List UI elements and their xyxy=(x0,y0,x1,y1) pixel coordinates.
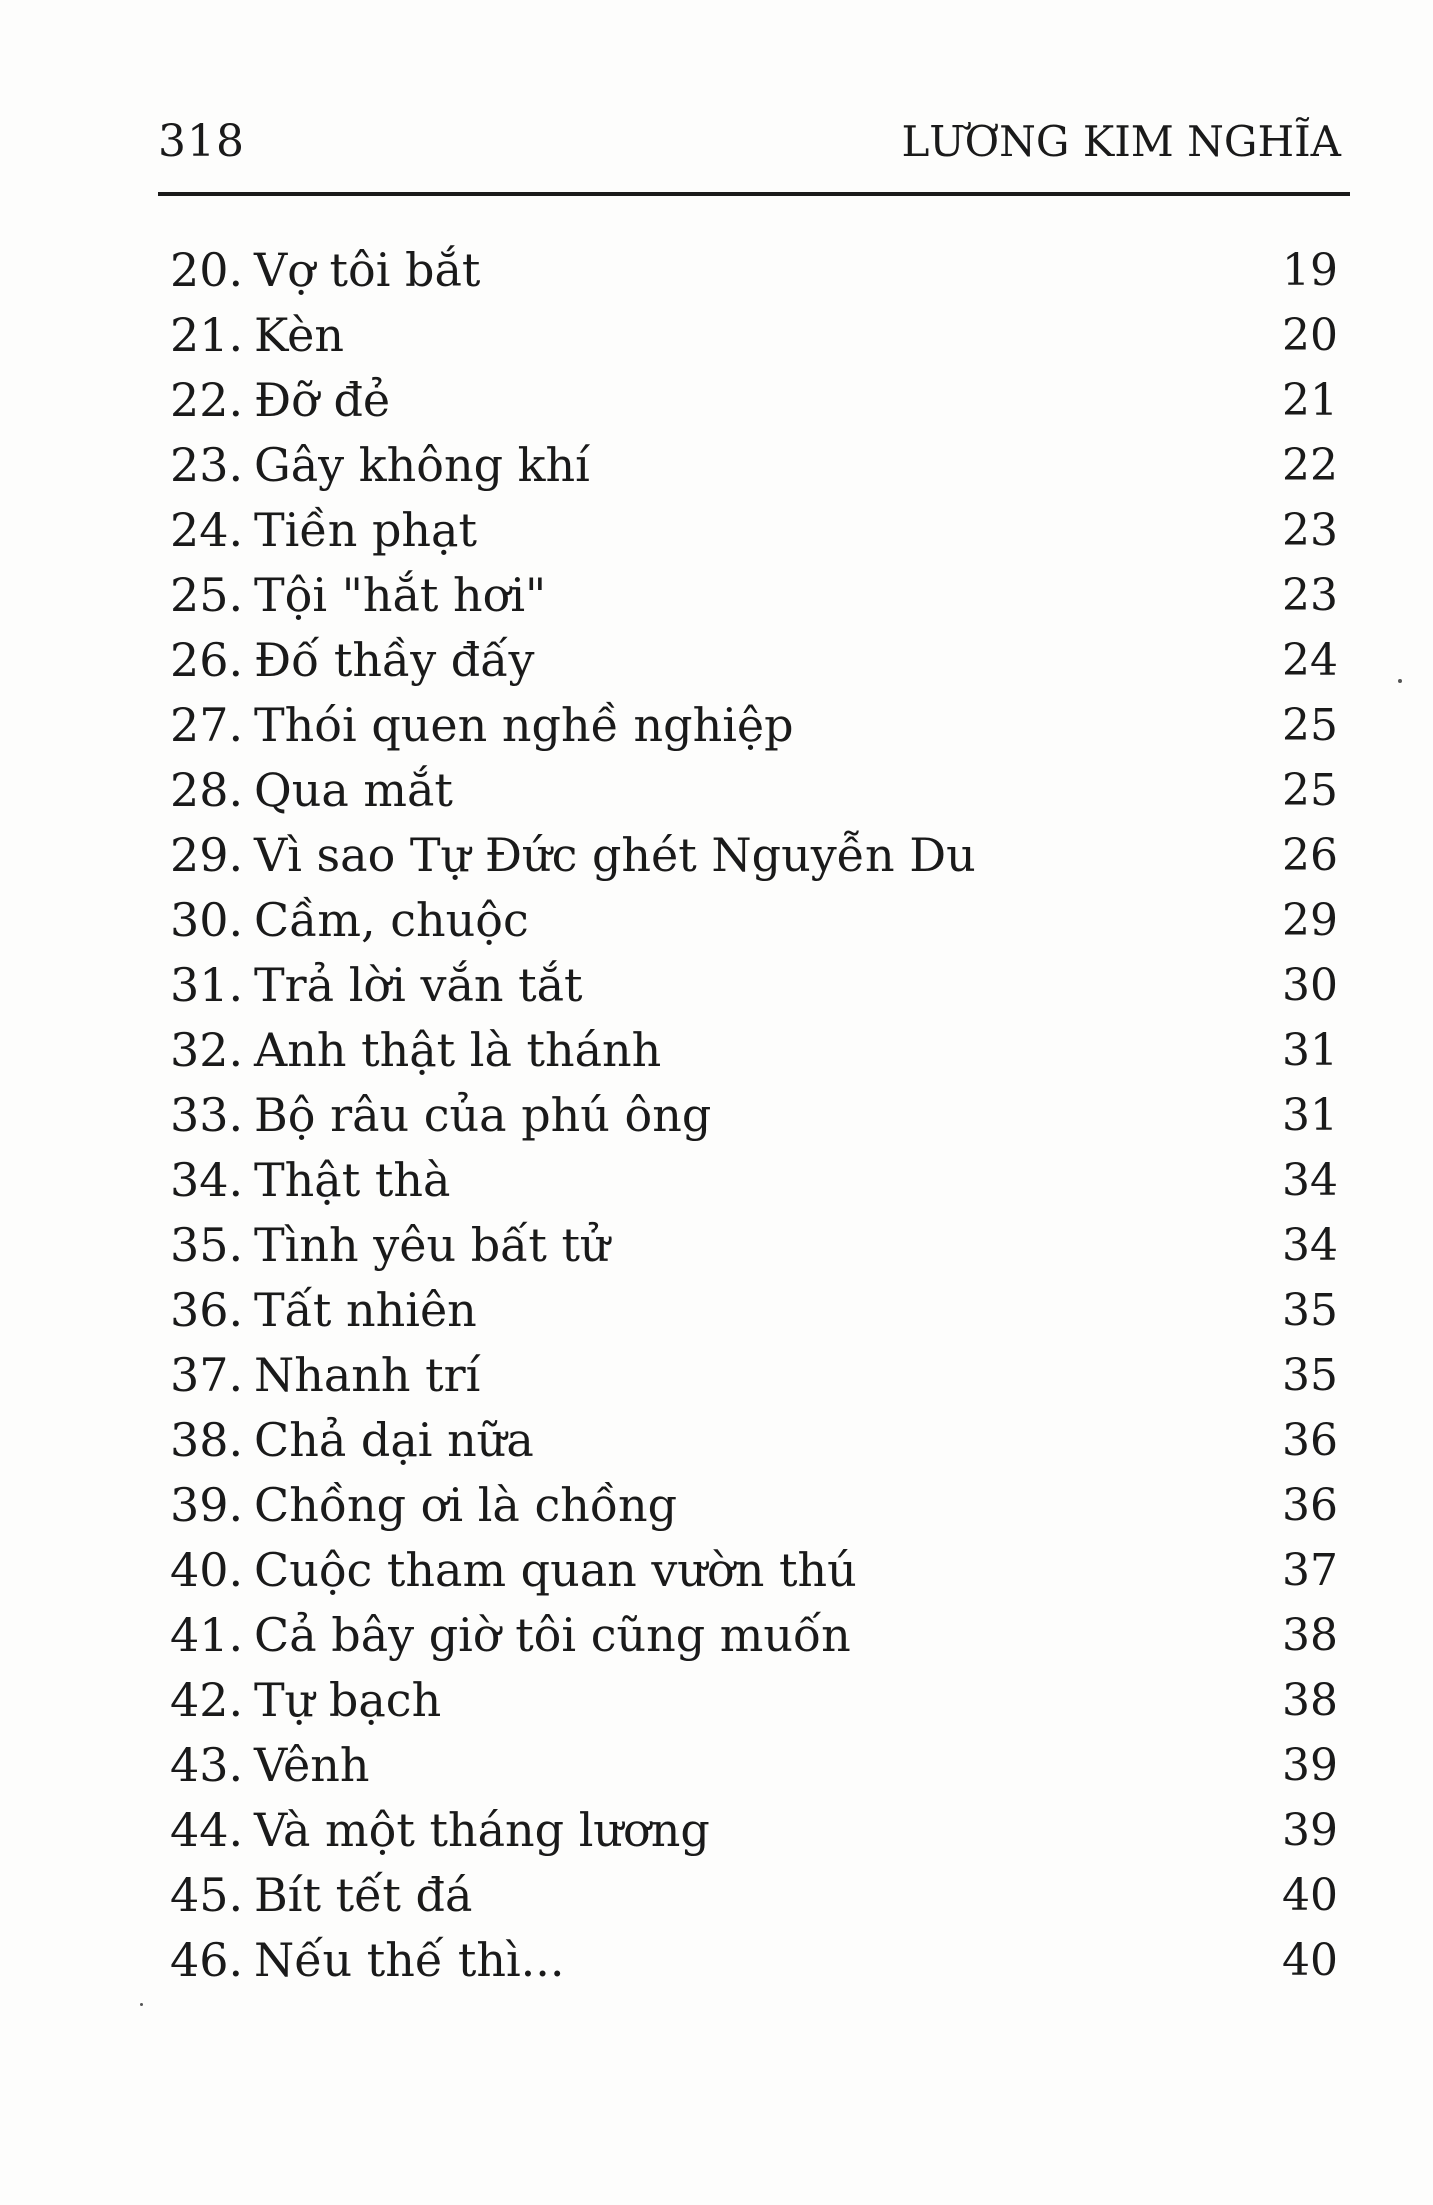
toc-entry-page: 40 xyxy=(1282,1935,1338,1986)
toc-entry-title: Vợ tôi bắt xyxy=(254,243,481,297)
toc-entry-number: 22. xyxy=(170,373,244,427)
toc-entry-page: 24 xyxy=(1282,635,1338,686)
toc-entry-page: 31 xyxy=(1282,1090,1338,1141)
toc-entry xyxy=(170,1278,1338,1343)
toc-entry xyxy=(170,1213,1338,1278)
toc-entry-title: Trả lời vắn tắt xyxy=(254,958,583,1012)
toc-entry xyxy=(170,1668,1338,1733)
toc-entry xyxy=(170,1148,1338,1213)
toc-entry xyxy=(170,433,1338,498)
toc-entry-title: Cả bây giờ tôi cũng muốn xyxy=(254,1608,851,1662)
toc-entry-title: Chồng ơi là chồng xyxy=(254,1478,678,1532)
print-speck xyxy=(140,2003,143,2006)
toc-entry-title: Cầm, chuộc xyxy=(254,893,529,947)
toc-entry-title: Thật thà xyxy=(254,1153,451,1207)
toc-entry-title: Vì sao Tự Đức ghét Nguyễn Du xyxy=(254,828,976,882)
toc-entry-page: 23 xyxy=(1282,570,1338,621)
toc-entry-title: Tội "hắt hơi" xyxy=(254,568,547,622)
toc-entry-number: 39. xyxy=(170,1478,244,1532)
toc-entry-page: 38 xyxy=(1282,1610,1338,1661)
toc-entry xyxy=(170,498,1338,563)
toc-entry-number: 46. xyxy=(170,1933,244,1987)
toc-entry-number: 26. xyxy=(170,633,244,687)
toc-entry-page: 35 xyxy=(1282,1285,1338,1336)
toc-entry-number: 45. xyxy=(170,1868,244,1922)
toc-entry-number: 24. xyxy=(170,503,244,557)
toc-entry-number: 29. xyxy=(170,828,244,882)
toc-entry xyxy=(170,953,1338,1018)
toc-entry-title: Anh thật là thánh xyxy=(254,1023,662,1077)
toc-entry-title: Kèn xyxy=(254,308,344,362)
toc-entry-number: 38. xyxy=(170,1413,244,1467)
toc-entry-title: Tự bạch xyxy=(254,1673,442,1727)
toc-entry-number: 36. xyxy=(170,1283,244,1337)
toc-entry-page: 34 xyxy=(1282,1220,1338,1271)
toc-entry-page: 37 xyxy=(1282,1545,1338,1596)
toc-entry-number: 27. xyxy=(170,698,244,752)
toc-entry-title: Gây không khí xyxy=(254,438,590,492)
toc-entry-page: 20 xyxy=(1282,310,1338,361)
toc-entry-number: 41. xyxy=(170,1608,244,1662)
toc-entry-page: 34 xyxy=(1282,1155,1338,1206)
toc-entry-title: Đố thầy đấy xyxy=(254,633,535,687)
toc-entry-title: Cuộc tham quan vườn thú xyxy=(254,1543,857,1597)
toc-entry-title: Bộ râu của phú ông xyxy=(254,1088,712,1142)
toc-entry xyxy=(170,368,1338,433)
toc-entry-page: 35 xyxy=(1282,1350,1338,1401)
running-title: LƯƠNG KIM NGHĨA xyxy=(901,117,1341,166)
toc-entry-page: 40 xyxy=(1282,1870,1338,1921)
toc-entry-number: 30. xyxy=(170,893,244,947)
toc-entry-page: 23 xyxy=(1282,505,1338,556)
toc-entry-number: 31. xyxy=(170,958,244,1012)
toc-entry xyxy=(170,1083,1338,1148)
toc-entry xyxy=(170,1733,1338,1798)
toc-entry-title: Tình yêu bất tử xyxy=(254,1218,610,1272)
toc-entry-number: 21. xyxy=(170,308,244,362)
toc-entry-number: 40. xyxy=(170,1543,244,1597)
toc-entry xyxy=(170,1863,1338,1928)
toc-entry-number: 33. xyxy=(170,1088,244,1142)
table-of-contents xyxy=(170,238,1338,1993)
toc-entry-title: Và một tháng lương xyxy=(254,1803,710,1857)
toc-entry-number: 44. xyxy=(170,1803,244,1857)
toc-entry xyxy=(170,823,1338,888)
toc-entry-number: 25. xyxy=(170,568,244,622)
toc-entry xyxy=(170,1928,1338,1993)
toc-entry xyxy=(170,1603,1338,1668)
toc-entry-page: 36 xyxy=(1282,1480,1338,1531)
page-number: 318 xyxy=(158,116,245,167)
toc-entry-number: 43. xyxy=(170,1738,244,1792)
toc-entry-number: 32. xyxy=(170,1023,244,1077)
toc-entry-number: 20. xyxy=(170,243,244,297)
toc-entry-title: Nếu thế thì... xyxy=(254,1933,565,1987)
toc-entry-title: Đỡ đẻ xyxy=(254,373,391,427)
toc-entry xyxy=(170,693,1338,758)
toc-entry-title: Qua mắt xyxy=(254,763,453,817)
toc-entry xyxy=(170,628,1338,693)
toc-entry-page: 38 xyxy=(1282,1675,1338,1726)
toc-entry-page: 21 xyxy=(1282,375,1338,426)
toc-entry-title: Nhanh trí xyxy=(254,1348,481,1402)
toc-entry xyxy=(170,1018,1338,1083)
toc-entry xyxy=(170,1408,1338,1473)
toc-entry xyxy=(170,758,1338,823)
toc-entry-page: 25 xyxy=(1282,700,1338,751)
toc-entry-number: 35. xyxy=(170,1218,244,1272)
toc-entry-page: 30 xyxy=(1282,960,1338,1011)
toc-entry-title: Chả dại nữa xyxy=(254,1413,534,1467)
toc-entry-number: 23. xyxy=(170,438,244,492)
toc-entry-page: 31 xyxy=(1282,1025,1338,1076)
toc-entry xyxy=(170,1473,1338,1538)
toc-entry xyxy=(170,1343,1338,1408)
toc-entry xyxy=(170,1798,1338,1863)
header-rule xyxy=(158,192,1350,196)
toc-entry-page: 19 xyxy=(1282,245,1338,296)
toc-entry xyxy=(170,563,1338,628)
toc-entry-page: 29 xyxy=(1282,895,1338,946)
toc-entry-title: Vênh xyxy=(254,1738,370,1792)
toc-entry-title: Tất nhiên xyxy=(254,1283,477,1337)
toc-entry-number: 37. xyxy=(170,1348,244,1402)
toc-entry-page: 25 xyxy=(1282,765,1338,816)
toc-entry-title: Tiền phạt xyxy=(254,503,477,557)
toc-entry-page: 39 xyxy=(1282,1805,1338,1856)
toc-entry xyxy=(170,238,1338,303)
print-speck xyxy=(1398,679,1402,683)
toc-entry-number: 42. xyxy=(170,1673,244,1727)
toc-entry xyxy=(170,888,1338,953)
toc-entry xyxy=(170,1538,1338,1603)
toc-entry-page: 36 xyxy=(1282,1415,1338,1466)
toc-entry-title: Bít tết đá xyxy=(254,1868,473,1922)
toc-entry-page: 26 xyxy=(1282,830,1338,881)
toc-entry-page: 22 xyxy=(1282,440,1338,491)
toc-entry-page: 39 xyxy=(1282,1740,1338,1791)
toc-entry-number: 28. xyxy=(170,763,244,817)
toc-entry-title: Thói quen nghề nghiệp xyxy=(254,698,794,752)
toc-entry-number: 34. xyxy=(170,1153,244,1207)
toc-entry xyxy=(170,303,1338,368)
page-header xyxy=(158,112,1341,172)
